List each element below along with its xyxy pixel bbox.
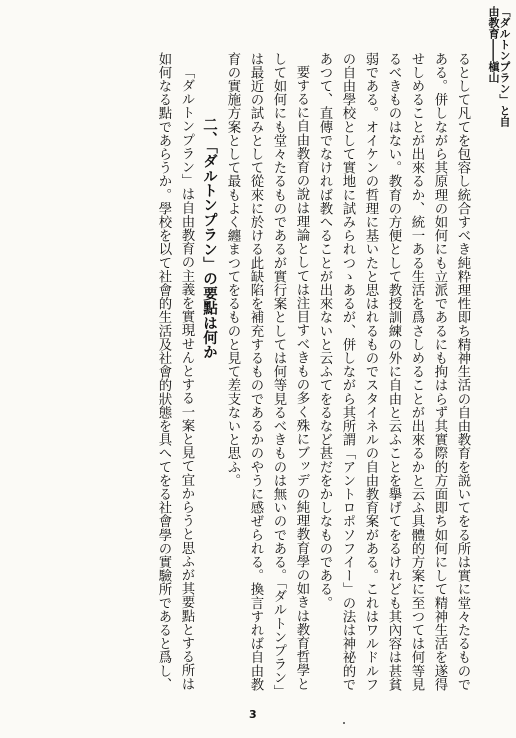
body-text — [14, 52, 474, 692]
section-heading: 二、「ダルトンプラン」の要點は何か — [201, 117, 218, 360]
page-number: 3 — [249, 708, 257, 721]
paragraph-3: 「ダルトンプラン」は自由教育の主義を實現せんとする一案と見て宜からうと思ふが其要點とする所は如何なる點であらうか。學校を以て社會的生活及社會的狀態を具へてをる社會學の實驗所であると爲し、 — [156, 52, 194, 692]
print-speck — [343, 722, 345, 724]
paragraph-1: るとして凡てを包容し統合すべき純粋理性即ち精神生活の自由教育を説いてをる所は實に堂々たるものである。併しながら其原理の如何にも立派であるにも拘はらず其實際的方面即ち如何にして精神生活を遂得せしめることが出來るか、統一ある生活を爲さしめることが出來るかと云ふ具體的方案に至つては何等見るべきものはない。教育の方便として教授訓練の外に自由と云ふことを擧げてをるけれども其內容は甚貧弱である。オイケンの哲理に基いたと思はれるものでスタイネルの自由教育案がある。これはワルドルフの自由學校として實地に試みられつゝあるが、併しながら其所謂「アントロポソフイー」の法は神祕的であつて、直傳でなければ教へることが出來ないと云ふてをるなど甚だをかしなものである。 — [317, 52, 470, 692]
paragraph-2: 要するに自由教育の說は理論としては注目すべきもの多く殊にブッデの純理教育學の如きは教育哲學として如何にも堂々たるものであるが實行案としては何等見るべきものは無いのである。「ダルトンプラン」は最近の試みとして從來に於ける此缺陷を補充するものであるかのやうに感ぜられる。換言すれば自由教育の實施方案として最もよく纏まつてをるものと見て差支ないと思ふ。 — [225, 52, 309, 692]
running-header: 「ダルトンプラン」と自由教育――槇山 — [487, 6, 511, 127]
